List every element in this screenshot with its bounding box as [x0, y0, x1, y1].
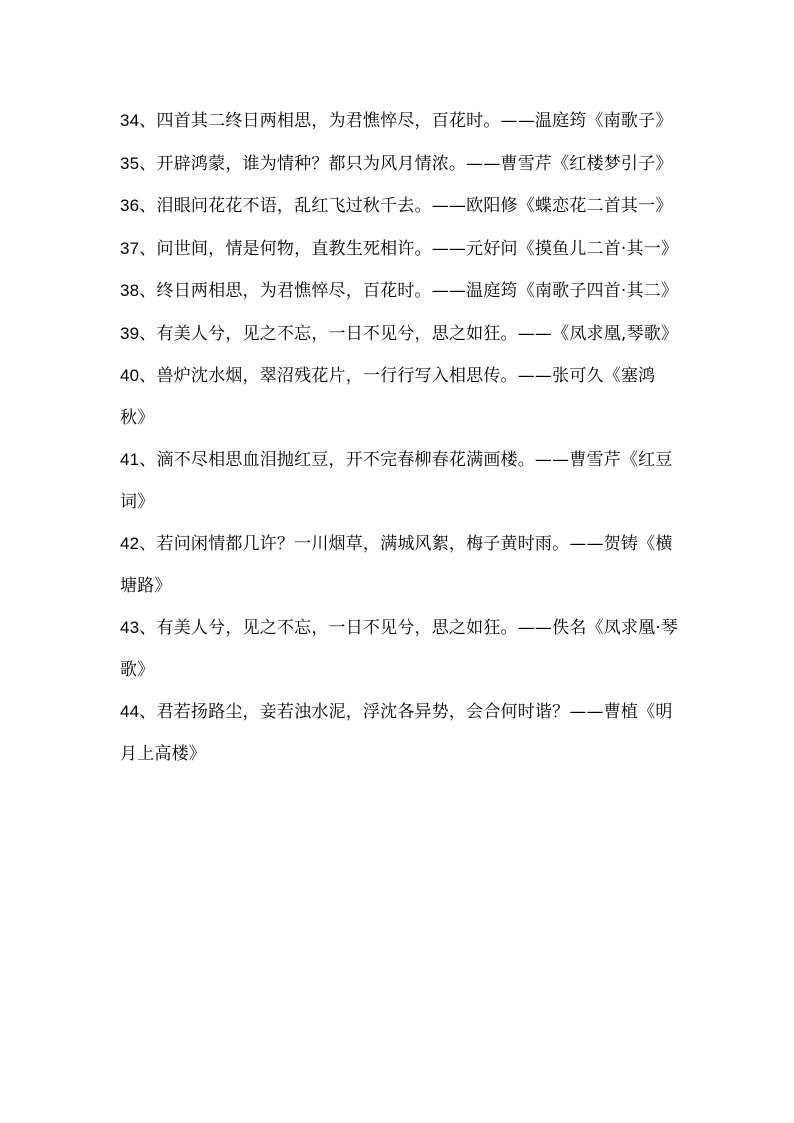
item-number: 43、 [120, 618, 157, 637]
list-item [120, 270, 680, 313]
item-number: 38、 [120, 281, 157, 300]
item-text: 终日两相思，为君憔悴尽，百花时。——温庭筠《南歌子四首·其二》 [156, 281, 679, 301]
item-text: 君若扬路尘，妾若浊水泥，浮沈各异势，会合何时谐？——曹植《明月上高楼》 [120, 702, 673, 764]
item-text: 有美人兮，见之不忘，一日不见兮，思之如狂。——《凤求凰,琴歌》 [156, 323, 679, 344]
item-text: 问世间，情是何物，直教生死相许。——元好问《摸鱼儿二首·其一》 [156, 238, 679, 259]
list-item [120, 439, 680, 523]
list-item [120, 185, 680, 228]
item-number: 40、 [120, 366, 157, 385]
item-text: 若问闲情都几许？一川烟草，满城风絮，梅子黄时雨。——贺铸《横塘路》 [120, 534, 673, 596]
quote-list [120, 100, 680, 775]
list-item [120, 100, 680, 143]
list-item [120, 355, 680, 439]
list-item [120, 691, 680, 775]
list-item [120, 607, 680, 691]
item-number: 34、 [120, 111, 157, 130]
item-number: 39、 [120, 323, 157, 343]
item-number: 41、 [120, 450, 157, 469]
item-text: 滴不尽相思血泪抛红豆，开不完春柳春花满画楼。——曹雪芹《红豆词》 [120, 450, 673, 512]
item-text: 泪眼问花花不语，乱红飞过秋千去。——欧阳修《蝶恋花二首其一》 [156, 196, 673, 216]
list-item [120, 523, 680, 607]
item-text: 开辟鸿蒙，谁为情种？都只为风月情浓。——曹雪芹《红楼梦引子》 [156, 153, 673, 174]
item-number: 35、 [120, 153, 157, 173]
list-item [120, 313, 680, 356]
list-item [120, 228, 680, 271]
item-text: 兽炉沈水烟，翠沼残花片，一行行写入相思传。——张可久《塞鸿秋》 [120, 366, 656, 428]
item-text: 有美人兮，见之不忘，一日不见兮，思之如狂。——佚名《凤求凰·琴歌》 [120, 618, 679, 680]
item-number: 42、 [120, 534, 157, 553]
item-text: 四首其二终日两相思，为君憔悴尽，百花时。——温庭筠《南歌子》 [156, 111, 673, 131]
list-item [120, 143, 680, 186]
item-number: 37、 [120, 238, 157, 258]
item-number: 36、 [120, 196, 157, 215]
item-number: 44、 [120, 702, 157, 721]
